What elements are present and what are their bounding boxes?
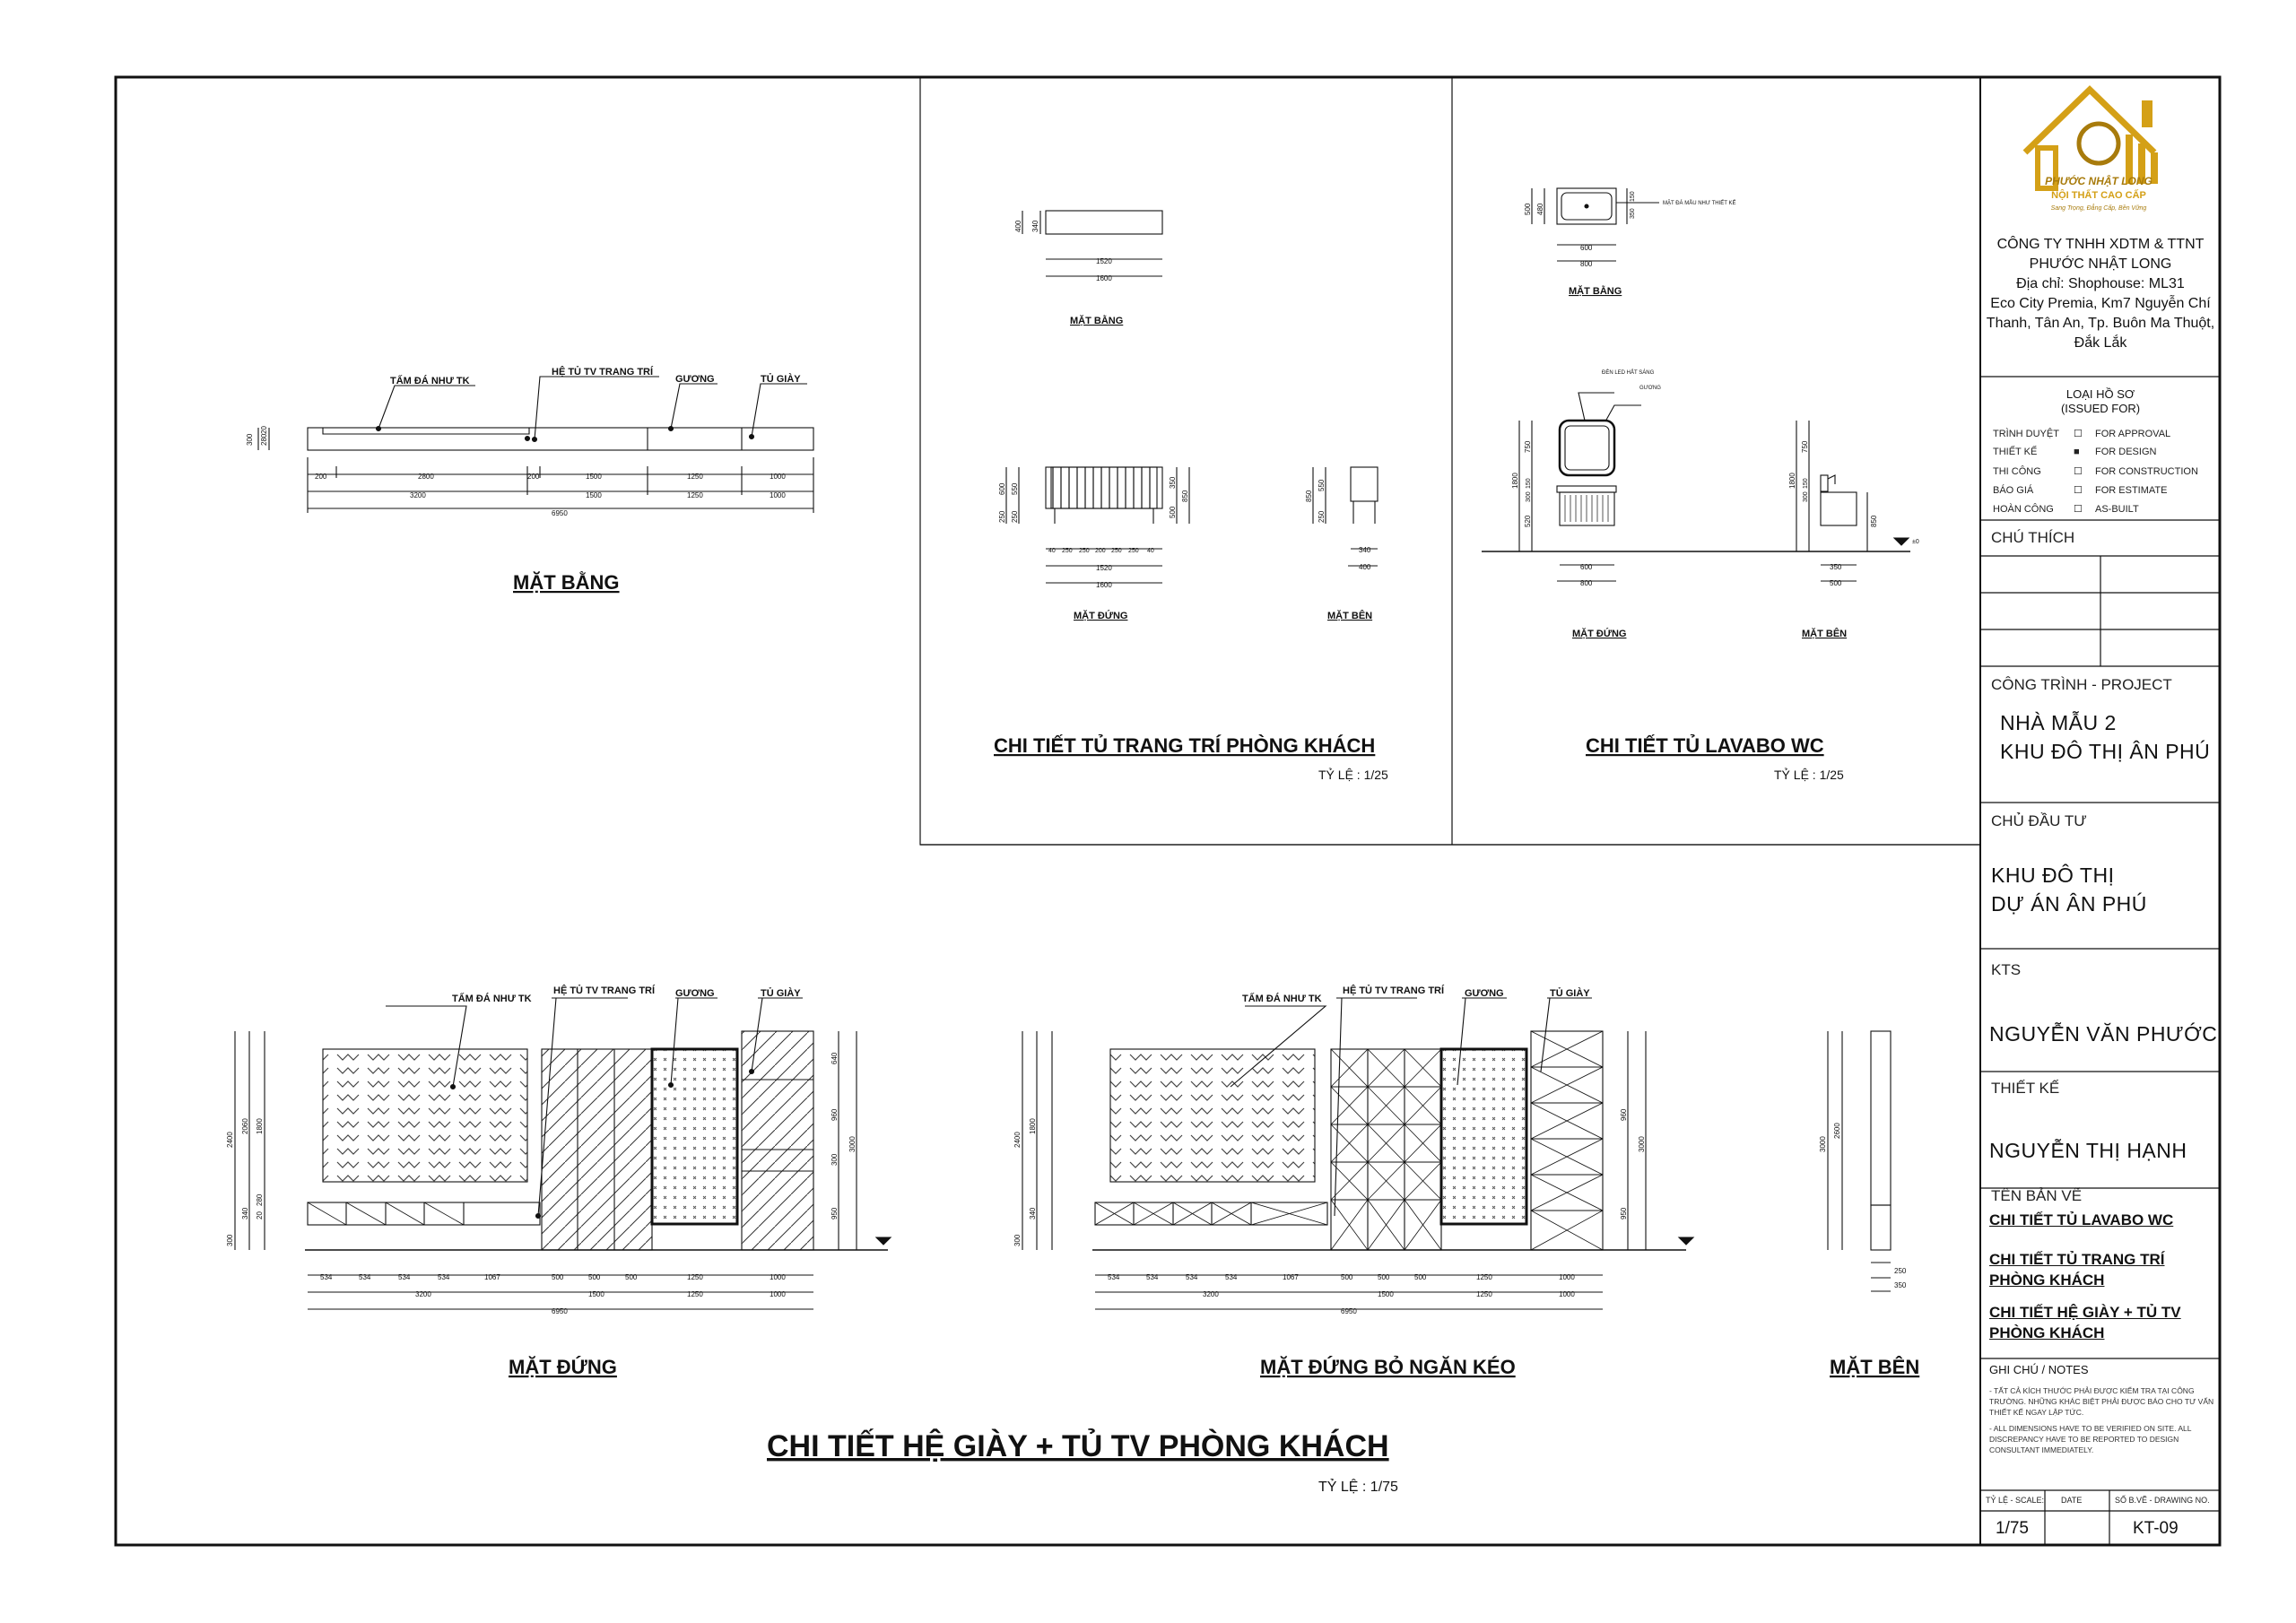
architect-label: KTS <box>1991 961 2022 978</box>
plan-title: MẶT BẰNG <box>513 571 620 594</box>
decor-dim: 250 <box>1011 510 1019 523</box>
company-info <box>1982 235 2219 353</box>
elev2-left-dim: 340 <box>1029 1207 1037 1219</box>
lavabo-dim: 600 <box>1580 244 1593 252</box>
lavabo-dim: 150 <box>1630 191 1636 202</box>
elev1-left-dim: 2060 <box>241 1118 249 1134</box>
elev1-left-dim: 280 <box>256 1193 264 1206</box>
scale-label: TỶ LỆ - SCALE: <box>1986 1496 2045 1505</box>
company-logo <box>2025 90 2158 212</box>
elevation-2-drawing <box>1022 998 1693 1309</box>
issued-row-en: FOR APPROVAL <box>2095 429 2171 439</box>
drawing-name-label: TÊN BẢN VẼ <box>1991 1187 2083 1204</box>
lavabo-dim: 600 <box>1580 563 1593 571</box>
side-dim: 3000 <box>1819 1136 1827 1152</box>
architect-value: NGUYỄN VĂN PHƯỚC <box>1989 1022 2218 1046</box>
elev2-dim: 500 <box>1414 1273 1427 1281</box>
company-line: Địa chỉ: Shophouse: ML31 <box>2016 276 2185 291</box>
elev2-dim: 1000 <box>1559 1273 1575 1281</box>
drawing-name-3 <box>1989 1302 2181 1343</box>
elev2-title: MẶT ĐỨNG BỎ NGĂN KÉO <box>1260 1356 1516 1378</box>
elev2-dim: 1250 <box>1476 1273 1492 1281</box>
drawing-name-1: CHI TIẾT TỦ LAVABO WC <box>1989 1211 2174 1228</box>
elev1-dim: 3200 <box>415 1290 431 1298</box>
checkbox-empty-icon: ☐ <box>2074 485 2083 496</box>
lavabo-dim: 1800 <box>1511 473 1519 489</box>
investor-line: KHU ĐÔ THỊ <box>1991 864 2115 887</box>
elev1-dim: 1250 <box>687 1290 703 1298</box>
decor-title: CHI TIẾT TỦ TRANG TRÍ PHÒNG KHÁCH <box>994 734 1376 757</box>
decor-plan-label: MẶT BẰNG <box>1070 316 1124 326</box>
issued-row-en: AS-BUILT <box>2095 504 2139 515</box>
plan-dim: 1000 <box>770 473 786 481</box>
elev1-dim: 534 <box>320 1273 333 1281</box>
elev2-dim: 534 <box>1186 1273 1198 1281</box>
elev1-right-dim: 300 <box>831 1153 839 1166</box>
elev2-right-dim: 960 <box>1620 1108 1628 1121</box>
decor-scale: TỶ LỆ : 1/25 <box>1318 768 1388 782</box>
plan-dim: 200 <box>527 473 540 481</box>
lavabo-mirror-note: GƯƠNG <box>1639 386 1661 391</box>
drawing-name-2-line: CHI TIẾT TỦ TRANG TRÍ <box>1989 1251 2165 1268</box>
top-plan-drawing <box>258 377 813 513</box>
elev1-left-dim: 300 <box>226 1234 234 1246</box>
elev2-left-dim: 2400 <box>1013 1132 1022 1148</box>
decor-dim: 550 <box>1318 479 1326 491</box>
lavabo-title: CHI TIẾT TỦ LAVABO WC <box>1586 734 1824 757</box>
lavabo-front-label: MẶT ĐỨNG <box>1572 629 1627 639</box>
elev1-dim: 1000 <box>770 1273 786 1281</box>
drawing-name-3-line: PHÒNG KHÁCH <box>1989 1324 2105 1341</box>
elev2-dim-total: 6950 <box>1341 1307 1357 1315</box>
issued-for-block <box>1982 387 2219 416</box>
decor-slat-dim: 40 <box>1048 548 1056 554</box>
elev1-dim: 1250 <box>687 1273 703 1281</box>
decor-slat-dim: 40 <box>1147 548 1154 554</box>
elev1-right-dim: 3000 <box>848 1136 857 1152</box>
decor-dim: 500 <box>1169 506 1177 518</box>
decor-dim: 550 <box>1011 482 1019 495</box>
decor-slat-dim: 200 <box>1095 548 1106 554</box>
elev1-dim: 500 <box>625 1273 638 1281</box>
decor-dim: 400 <box>1359 563 1371 571</box>
elev1-left-dim: 1800 <box>256 1118 264 1134</box>
plan-dim: 1500 <box>586 473 602 481</box>
lavabo-dim: 500 <box>1830 579 1842 587</box>
side-dim: 2600 <box>1833 1123 1841 1139</box>
elev2-dim: 1067 <box>1283 1273 1299 1281</box>
decor-dim: 1600 <box>1096 581 1112 589</box>
decor-slat-dim: 250 <box>1079 548 1090 554</box>
elev1-label-tv: HỆ TỦ TV TRANG TRÍ <box>553 985 656 996</box>
drawing-name-2-line: PHÒNG KHÁCH <box>1989 1271 2105 1289</box>
lavabo-dim: 300 <box>1526 491 1532 502</box>
elev2-left-dim: 1800 <box>1029 1118 1037 1134</box>
designer-label: THIẾT KẾ <box>1991 1080 2060 1097</box>
plan-label-shoe: TỦ GIÀY <box>761 374 801 385</box>
elev2-label-tv: HỆ TỦ TV TRANG TRÍ <box>1343 985 1445 996</box>
plan-label-stone: TẤM ĐÁ NHƯ TK <box>390 376 470 386</box>
lavabo-dim: 150 <box>1803 478 1809 489</box>
project-line: KHU ĐÔ THỊ ÂN PHÚ <box>2000 740 2211 763</box>
elev2-right-dim: 950 <box>1620 1207 1628 1219</box>
checkbox-checked-icon: ■ <box>2074 447 2080 457</box>
elev2-label-shoe: TỦ GIÀY <box>1550 988 1590 999</box>
note-line: - ALL DIMENSIONS HAVE TO BE VERIFIED ON SITE. ALL <box>1989 1424 2192 1433</box>
elev1-dim-total: 6950 <box>552 1307 568 1315</box>
decor-side-label: MẶT BÊN <box>1327 611 1373 621</box>
lavabo-dim: 150 <box>1526 478 1532 489</box>
general-notes <box>1989 1385 2215 1455</box>
plan-side-dim: 20 <box>260 426 268 434</box>
elev1-left-dim: 340 <box>241 1207 249 1219</box>
elev1-dim: 500 <box>588 1273 601 1281</box>
lavabo-cabinet-drawing <box>1482 188 1910 581</box>
elev1-title: MẶT ĐỨNG <box>509 1356 617 1378</box>
lavabo-cabinet-labels <box>1511 191 1919 782</box>
elev1-right-dim: 950 <box>831 1207 839 1219</box>
decor-slat-dim: 250 <box>1111 548 1122 554</box>
company-line: PHƯỚC NHẬT LONG <box>2029 256 2172 272</box>
decor-cabinet-drawing <box>1006 211 1378 583</box>
project-line: NHÀ MẪU 2 <box>2000 711 2117 734</box>
elev1-dim: 534 <box>398 1273 411 1281</box>
decor-front-label: MẶT ĐỨNG <box>1074 611 1128 621</box>
scale-value: 1/75 <box>1996 1519 2029 1538</box>
side-dim: 350 <box>1894 1281 1907 1289</box>
lavabo-dim: 500 <box>1524 203 1532 215</box>
plan-dim: 1000 <box>770 491 786 499</box>
lavabo-dim: 750 <box>1524 440 1532 453</box>
lavabo-dim: 850 <box>1870 515 1878 527</box>
drawing-name-3-line: CHI TIẾT HỆ GIÀY + TỦ TV <box>1989 1304 2181 1321</box>
issued-subtitle: (ISSUED FOR) <box>2060 402 2141 415</box>
decor-dim: 1520 <box>1096 257 1112 265</box>
elev1-dim: 500 <box>552 1273 564 1281</box>
plan-label-mirror: GƯƠNG <box>675 374 715 385</box>
elev1-left-dim: 20 <box>256 1211 264 1219</box>
date-label: DATE <box>2061 1496 2083 1505</box>
issued-row <box>1993 428 2170 439</box>
elev2-label-stone: TẤM ĐÁ NHƯ TK <box>1242 994 1322 1004</box>
top-plan-labels <box>246 366 801 594</box>
elev1-dim: 534 <box>359 1273 371 1281</box>
drawing-no-label: SỐ B.VẼ - DRAWING NO. <box>2115 1496 2210 1505</box>
company-line: Đắk Lắk <box>2074 335 2127 351</box>
lavabo-plan-label: MẶT BẰNG <box>1569 286 1622 297</box>
note-line: DISCREPANCY HAVE TO BE REPORTED TO DESIGN <box>1989 1435 2179 1444</box>
plan-side-dim: 280 <box>260 433 268 446</box>
elev1-dim: 534 <box>438 1273 450 1281</box>
drawing-no-value: KT-09 <box>2133 1519 2179 1538</box>
lavabo-mirror-note: ĐÈN LED HẮT SÁNG <box>1602 370 1655 376</box>
issued-row-en: FOR ESTIMATE <box>2095 485 2168 496</box>
issued-row <box>1993 503 2139 515</box>
logo-tagline: NỘI THẤT CAO CẤP <box>2051 190 2146 201</box>
designer-value: NGUYỄN THỊ HẠNH <box>1989 1139 2187 1162</box>
decor-dim: 350 <box>1169 476 1177 489</box>
plan-label-tv: HỆ TỦ TV TRANG TRÍ <box>552 367 654 378</box>
elev2-dim: 3200 <box>1203 1290 1219 1298</box>
lavabo-dim: 520 <box>1524 515 1532 527</box>
side-title: MẶT BÊN <box>1830 1356 1920 1378</box>
issued-row-en: FOR CONSTRUCTION <box>2095 466 2198 477</box>
drawing-name-2 <box>1989 1249 2164 1290</box>
issued-row <box>1993 465 2198 477</box>
issued-row-en: FOR DESIGN <box>2095 447 2157 457</box>
checkbox-empty-icon: ☐ <box>2074 466 2083 477</box>
decor-dim: 850 <box>1181 490 1189 502</box>
lavabo-scale: TỶ LỆ : 1/25 <box>1774 768 1844 782</box>
decor-dim: 250 <box>998 510 1006 523</box>
elev2-dim: 500 <box>1378 1273 1390 1281</box>
elev1-left-dim: 2400 <box>226 1132 234 1148</box>
plan-dim: 1250 <box>687 491 703 499</box>
main-title-group <box>767 1429 1398 1495</box>
company-line: Thanh, Tân An, Tp. Buôn Ma Thuột, <box>1986 316 2215 331</box>
elev2-dim: 1000 <box>1559 1290 1575 1298</box>
company-line: Eco City Premia, Km7 Nguyễn Chí <box>1990 296 2211 311</box>
lavabo-dim: 300 <box>1803 491 1809 502</box>
lavabo-dim: 350 <box>1630 208 1636 219</box>
lavabo-plan-note: MẶT ĐÁ MẪU NHƯ THIẾT KẾ <box>1663 201 1736 206</box>
plan-dim: 1500 <box>586 491 602 499</box>
elev2-dim: 1250 <box>1476 1290 1492 1298</box>
elev2-dim: 534 <box>1146 1273 1159 1281</box>
lavabo-dim: 800 <box>1580 260 1593 268</box>
investor-value <box>1991 861 2147 918</box>
elevation-1-drawing <box>235 998 891 1309</box>
elev1-label-stone: TẤM ĐÁ NHƯ TK <box>452 994 532 1004</box>
elev1-label-shoe: TỦ GIÀY <box>761 988 801 999</box>
elev1-right-dim: 960 <box>831 1108 839 1121</box>
side-dim: 250 <box>1894 1267 1907 1275</box>
project-label: CÔNG TRÌNH - PROJECT <box>1991 676 2172 693</box>
checkbox-empty-icon: ☐ <box>2074 504 2083 515</box>
checkbox-empty-icon: ☐ <box>2074 429 2083 439</box>
side-view-drawing <box>1828 1031 1891 1291</box>
note-line: THIẾT KẾ NGAY LẬP TỨC. <box>1989 1408 2084 1417</box>
issued-row <box>1993 484 2167 496</box>
notes-label: CHÚ THÍCH <box>1991 529 2075 546</box>
issued-row-vn: TRÌNH DUYỆT <box>1993 429 2059 439</box>
elev1-right-dim: 640 <box>831 1052 839 1064</box>
issued-row <box>1993 447 2156 457</box>
elev1-dim: 1500 <box>588 1290 604 1298</box>
elev2-right-dim: 3000 <box>1638 1136 1646 1152</box>
decor-slat-dim: 250 <box>1062 548 1073 554</box>
plan-dim: 2800 <box>418 473 434 481</box>
issued-title: LOẠI HỒ SƠ <box>2066 387 2135 401</box>
elevation-2-labels <box>1013 985 1646 1378</box>
lavabo-dim: 750 <box>1801 440 1809 453</box>
decor-dim: 1520 <box>1096 564 1112 572</box>
issued-row-vn: THI CÔNG <box>1993 466 2041 477</box>
project-value <box>2000 708 2210 766</box>
side-view-labels <box>1819 1123 1919 1378</box>
issued-row-vn: BÁO GIÁ <box>1993 485 2034 496</box>
lavabo-dim: 480 <box>1536 203 1544 215</box>
main-scale: TỶ LỆ : 1/75 <box>1318 1480 1398 1495</box>
logo-name: PHƯỚC NHẬT LONG <box>2045 175 2152 187</box>
elev2-left-dim: 300 <box>1013 1234 1022 1246</box>
sheet-frames <box>116 77 2220 1545</box>
issued-row-vn: HOÀN CÔNG <box>1993 504 2054 515</box>
decor-dim: 340 <box>1031 220 1039 232</box>
elev2-label-mirror: GƯƠNG <box>1465 988 1504 999</box>
lavabo-dim: 1800 <box>1788 473 1796 489</box>
plan-dim: 200 <box>315 473 327 481</box>
decor-dim: 400 <box>1014 220 1022 232</box>
issued-row-vn: THIẾT KẾ <box>1993 447 2038 457</box>
elev2-dim: 534 <box>1225 1273 1238 1281</box>
general-notes-label: GHI CHÚ / NOTES <box>1989 1363 2089 1376</box>
decor-dim: 850 <box>1305 490 1313 502</box>
decor-dim: 250 <box>1318 510 1326 523</box>
plan-dim-total: 6950 <box>552 509 568 517</box>
decor-slat-dim: 250 <box>1128 548 1139 554</box>
elev2-dim: 500 <box>1341 1273 1353 1281</box>
elev2-dim: 1500 <box>1378 1290 1394 1298</box>
decor-dim: 340 <box>1359 546 1371 554</box>
plan-dim: 1250 <box>687 473 703 481</box>
elev1-dim: 1067 <box>484 1273 500 1281</box>
plan-dim: 3200 <box>410 491 426 499</box>
note-line: - TẤT CẢ KÍCH THƯỚC PHẢI ĐƯỢC KIỂM TRA TẠI CÔNG <box>1989 1386 2195 1395</box>
lavabo-level-mark: ±0 <box>1912 539 1919 545</box>
main-title: CHI TIẾT HỆ GIÀY + TỦ TV PHÒNG KHÁCH <box>767 1429 1389 1463</box>
note-line: CONSULTANT IMMEDIATELY. <box>1989 1445 2094 1454</box>
plan-side-dim: 300 <box>246 433 254 446</box>
lavabo-dim: 350 <box>1830 563 1842 571</box>
logo-slogan: Sang Trọng, Đẳng Cấp, Bền Vững <box>2050 205 2147 212</box>
lavabo-side-label: MẶT BÊN <box>1802 629 1848 639</box>
note-line: TRƯỜNG. NHỮNG KHÁC BIỆT PHẢI ĐƯỢC BÁO CHO TƯ VẤN <box>1989 1397 2214 1406</box>
elev1-label-mirror: GƯƠNG <box>675 988 715 999</box>
investor-label: CHỦ ĐẦU TƯ <box>1991 812 2087 829</box>
company-line: CÔNG TY TNHH XDTM & TTNT <box>1996 237 2205 252</box>
elev2-dim: 534 <box>1108 1273 1120 1281</box>
lavabo-dim: 800 <box>1580 579 1593 587</box>
decor-dim: 1600 <box>1096 274 1112 282</box>
elev1-dim: 1000 <box>770 1290 786 1298</box>
investor-line: DỰ ÁN ÂN PHÚ <box>1991 892 2147 916</box>
decor-dim: 600 <box>998 482 1006 495</box>
